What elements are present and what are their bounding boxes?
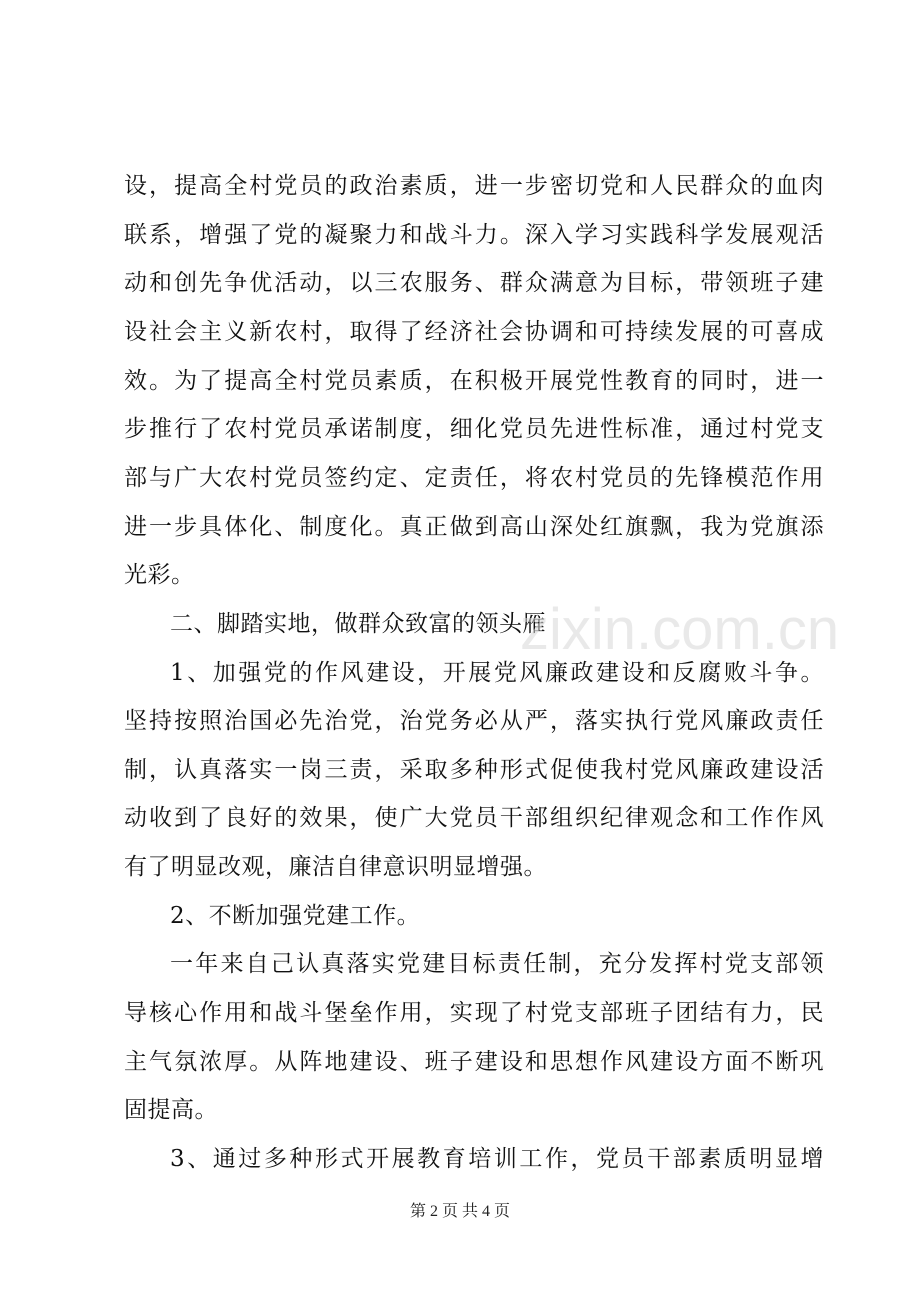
body-line-14: 动收到了良好的效果，使广大党员干部组织纪律观念和工作作风: [124, 805, 824, 831]
item-heading-3: 3、通过多种形式开展教育培训工作，党员干部素质明显增: [170, 1146, 824, 1172]
body-line-17: 一年来自己认真落实党建目标责任制，充分发挥村党支部领: [170, 951, 824, 977]
body-line-6: 步推行了农村党员承诺制度，细化党员先进性标准，通过村党支: [124, 416, 824, 442]
body-line-18: 导核心作用和战斗堡垒作用，实现了村党支部班子团结有力，民: [124, 1000, 824, 1026]
body-line-5: 效。为了提高全村党员素质，在积极开展党性教育的同时，进一: [124, 368, 824, 394]
body-line-4: 设社会主义新农村，取得了经济社会协调和可持续发展的可喜成: [124, 319, 824, 345]
body-line-7: 部与广大农村党员签约定、定责任，将农村党员的先锋模范作用: [124, 465, 824, 491]
body-line-9: 光彩。: [124, 562, 195, 588]
body-line-20: 固提高。: [124, 1097, 218, 1123]
item-heading-1: 1、加强党的作风建设，开展党风廉政建设和反腐败斗争。: [170, 660, 824, 686]
body-line-2: 联系，增强了党的凝聚力和战斗力。深入学习实践科学发展观活: [124, 222, 824, 248]
watermark: zixin.com.cn: [520, 597, 840, 662]
body-line-13: 制，认真落实一岗三责，采取多种形式促使我村党风廉政建设活: [124, 757, 824, 783]
body-line-8: 进一步具体化、制度化。真正做到高山深处红旗飘，我为党旗添: [124, 514, 824, 540]
section-heading: 二、脚踏实地，做群众致富的领头雁: [170, 611, 546, 637]
body-line-1: 设，提高全村党员的政治素质，进一步密切党和人民群众的血肉: [124, 173, 824, 199]
body-line-3: 动和创先争优活动，以三农服务、群众满意为目标，带领班子建: [124, 270, 824, 296]
body-line-19: 主气氛浓厚。从阵地建设、班子建设和思想作风建设方面不断巩: [124, 1049, 824, 1075]
body-line-15: 有了明显改观，廉洁自律意识明显增强。: [124, 854, 547, 880]
item-heading-2: 2、不断加强党建工作。: [170, 903, 421, 929]
body-line-12: 坚持按照治国必先治党，治党务必从严，落实执行党风廉政责任: [124, 708, 824, 734]
page-number: 第 2 页 共 4 页: [409, 1203, 510, 1220]
